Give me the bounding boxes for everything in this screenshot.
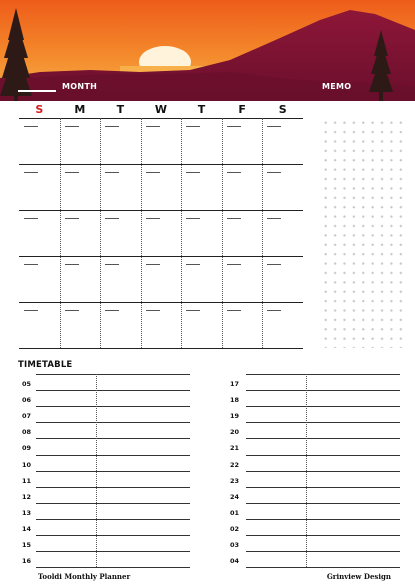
month-calendar-grid <box>19 102 303 348</box>
timetable-row[interactable] <box>230 556 400 572</box>
timetable-row[interactable] <box>230 411 400 427</box>
timetable-row[interactable] <box>230 443 400 459</box>
timetable-line <box>246 390 400 391</box>
timetable-row[interactable] <box>230 492 400 508</box>
date-cell[interactable] <box>146 264 160 265</box>
hour-label: 14 <box>22 524 32 533</box>
date-cell[interactable] <box>186 310 200 311</box>
hour-label: 02 <box>230 524 240 533</box>
date-cell[interactable] <box>24 310 38 311</box>
timetable-row[interactable] <box>230 427 400 443</box>
timetable-line <box>246 438 400 439</box>
date-cell[interactable] <box>24 126 38 127</box>
timetable-row[interactable] <box>230 524 400 540</box>
hour-label: 18 <box>230 396 240 405</box>
timetable-line <box>36 551 190 552</box>
timetable-row[interactable] <box>22 540 190 556</box>
hour-label: 24 <box>230 492 240 501</box>
day-header: W <box>154 103 168 116</box>
month-underline <box>18 90 56 92</box>
date-cell[interactable] <box>65 264 79 265</box>
timetable-line <box>246 535 400 536</box>
timetable-line <box>36 406 190 407</box>
timetable-line <box>36 487 190 488</box>
timetable-line <box>246 551 400 552</box>
timetable-line <box>36 422 190 423</box>
sunset-banner <box>0 0 415 101</box>
week-divider <box>19 118 303 119</box>
day-header: F <box>238 103 246 116</box>
timetable-line <box>36 535 190 536</box>
timetable-column-divider <box>96 374 97 567</box>
timetable-right-column <box>230 374 400 568</box>
timetable-line <box>246 567 400 568</box>
date-cell[interactable] <box>146 172 160 173</box>
date-cell[interactable] <box>227 126 241 127</box>
hour-label: 10 <box>22 460 32 469</box>
day-column-divider <box>60 118 61 348</box>
hour-label: 20 <box>230 428 240 437</box>
timetable-row[interactable] <box>230 379 400 395</box>
date-cell[interactable] <box>105 172 119 173</box>
hour-label: 09 <box>22 444 32 453</box>
timetable-row[interactable] <box>22 395 190 411</box>
hour-label: 03 <box>230 541 240 549</box>
timetable-row[interactable] <box>22 379 190 395</box>
hour-label: 04 <box>230 557 240 566</box>
timetable-title: TIMETABLE <box>18 360 73 370</box>
timetable-row[interactable] <box>230 476 400 492</box>
week-divider <box>19 164 303 165</box>
timetable-line <box>246 455 400 456</box>
date-cell[interactable] <box>105 264 119 265</box>
day-header: S <box>35 103 44 116</box>
week-divider <box>19 348 303 349</box>
date-cell[interactable] <box>65 126 79 127</box>
date-cell[interactable] <box>267 218 281 219</box>
date-cell[interactable] <box>227 218 241 219</box>
timetable-left-column <box>22 374 190 568</box>
timetable-row[interactable] <box>22 492 190 508</box>
date-cell[interactable] <box>105 126 119 127</box>
date-cell[interactable] <box>186 126 200 127</box>
day-column-divider <box>181 118 182 348</box>
timetable-row[interactable] <box>22 460 190 476</box>
hour-label: 11 <box>22 476 32 485</box>
date-cell[interactable] <box>227 172 241 173</box>
hour-label: 12 <box>22 492 32 501</box>
hour-label: 17 <box>230 380 240 388</box>
timetable-line <box>36 503 190 504</box>
date-cell[interactable] <box>65 172 79 173</box>
date-cell[interactable] <box>24 172 38 173</box>
hour-label: 08 <box>22 428 32 437</box>
timetable-line <box>36 519 190 520</box>
footer-brand-right: Grinview Design <box>326 572 391 581</box>
timetable-line <box>246 503 400 504</box>
day-column-divider <box>141 118 142 348</box>
timetable-row[interactable] <box>22 443 190 459</box>
day-column-divider <box>222 118 223 348</box>
memo-dot-grid <box>321 118 409 348</box>
timetable-row[interactable] <box>22 411 190 427</box>
timetable-line <box>36 390 190 391</box>
date-cell[interactable] <box>227 264 241 265</box>
timetable-line <box>36 374 190 375</box>
timetable-column-divider <box>306 374 307 567</box>
footer-brand-left: Tooldi Monthly Planner <box>38 572 131 581</box>
date-cell[interactable] <box>267 126 281 127</box>
hour-label: 19 <box>230 412 240 421</box>
date-cell[interactable] <box>267 310 281 311</box>
hour-label: 13 <box>22 508 32 517</box>
date-cell[interactable] <box>105 218 119 219</box>
date-cell[interactable] <box>186 172 200 173</box>
date-cell[interactable] <box>146 218 160 219</box>
date-cell[interactable] <box>24 218 38 219</box>
day-column-divider <box>262 118 263 348</box>
month-label: MONTH <box>62 82 98 91</box>
week-divider <box>19 210 303 211</box>
hour-label: 06 <box>22 396 32 405</box>
timetable-row[interactable] <box>230 395 400 411</box>
hour-label: 16 <box>22 557 32 566</box>
timetable-row[interactable] <box>22 508 190 524</box>
timetable-line <box>36 567 190 568</box>
hour-label: 22 <box>230 460 240 469</box>
week-divider <box>19 302 303 303</box>
hour-label: 01 <box>230 508 240 517</box>
day-column-divider <box>100 118 101 348</box>
week-divider <box>19 256 303 257</box>
hour-label: 21 <box>230 444 240 453</box>
date-cell[interactable] <box>186 218 200 219</box>
date-cell[interactable] <box>146 310 160 311</box>
timetable-row[interactable] <box>230 508 400 524</box>
date-cell[interactable] <box>227 310 241 311</box>
timetable-line <box>246 519 400 520</box>
timetable-row[interactable] <box>22 524 190 540</box>
timetable-row[interactable] <box>22 427 190 443</box>
day-header: S <box>278 103 287 116</box>
timetable-line <box>246 374 400 375</box>
timetable-row[interactable] <box>22 476 190 492</box>
timetable-line <box>246 406 400 407</box>
date-cell[interactable] <box>267 264 281 265</box>
day-header: T <box>116 103 125 116</box>
hour-label: 23 <box>230 476 240 485</box>
date-cell[interactable] <box>24 264 38 265</box>
timetable-row[interactable] <box>230 460 400 476</box>
timetable-line <box>246 487 400 488</box>
date-cell[interactable] <box>186 264 200 265</box>
date-cell[interactable] <box>267 172 281 173</box>
date-cell[interactable] <box>105 310 119 311</box>
day-header: M <box>74 103 86 116</box>
date-cell[interactable] <box>146 126 160 127</box>
timetable-line <box>36 455 190 456</box>
hour-label: 07 <box>22 412 32 421</box>
timetable-line <box>36 438 190 439</box>
date-cell[interactable] <box>65 310 79 311</box>
day-header: T <box>197 103 206 116</box>
timetable-row[interactable] <box>22 556 190 572</box>
timetable-row[interactable] <box>230 540 400 556</box>
hour-label: 05 <box>22 380 32 388</box>
hour-label: 15 <box>22 541 32 549</box>
memo-label: MEMO <box>322 82 352 91</box>
timetable-line <box>36 471 190 472</box>
timetable-line <box>246 471 400 472</box>
timetable-line <box>246 422 400 423</box>
date-cell[interactable] <box>65 218 79 219</box>
